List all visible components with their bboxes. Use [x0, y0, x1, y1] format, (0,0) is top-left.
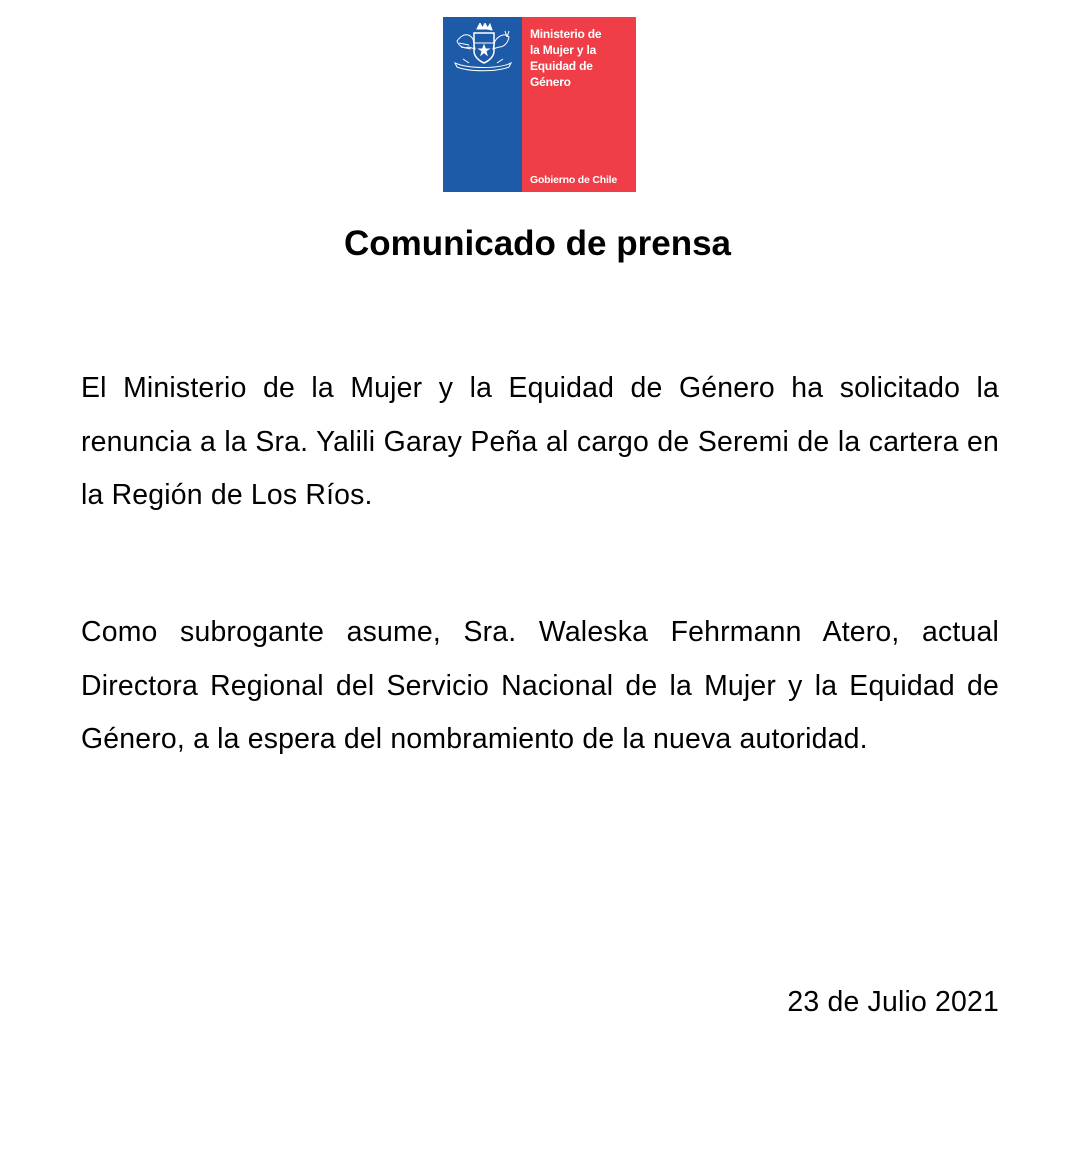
- logo-line-4: Género: [530, 75, 571, 89]
- coat-of-arms-icon: [449, 23, 517, 73]
- logo-line-3: Equidad de: [530, 59, 593, 73]
- logo-line-1: Ministerio de: [530, 27, 602, 41]
- page-title: Comunicado de prensa: [343, 224, 732, 263]
- logo-line-2: la Mujer y la: [530, 43, 597, 57]
- paragraph-2: Como subrogante asume, Sra. Waleska Fehrmann Atero, actual Directora Regional del Servicio Nacional de la Mujer y la Equidad de Género, a la espera del nombramiento de la nueva autoridad.: [81, 616, 999, 755]
- logo-government-label: Gobierno de Chile: [530, 174, 618, 186]
- release-date: 23 de Julio 2021: [787, 986, 999, 1018]
- logo-red-panel: [522, 17, 636, 192]
- ministry-logo: [443, 17, 636, 192]
- logo-ministry-name: [530, 26, 630, 90]
- logo-blue-panel: [443, 17, 522, 192]
- paragraph-1: El Ministerio de la Mujer y la Equidad de Género ha solicitado la renuncia a la Sra. Yalili Garay Peña al cargo de Seremi de la cartera en la Región de Los Ríos.: [81, 372, 999, 511]
